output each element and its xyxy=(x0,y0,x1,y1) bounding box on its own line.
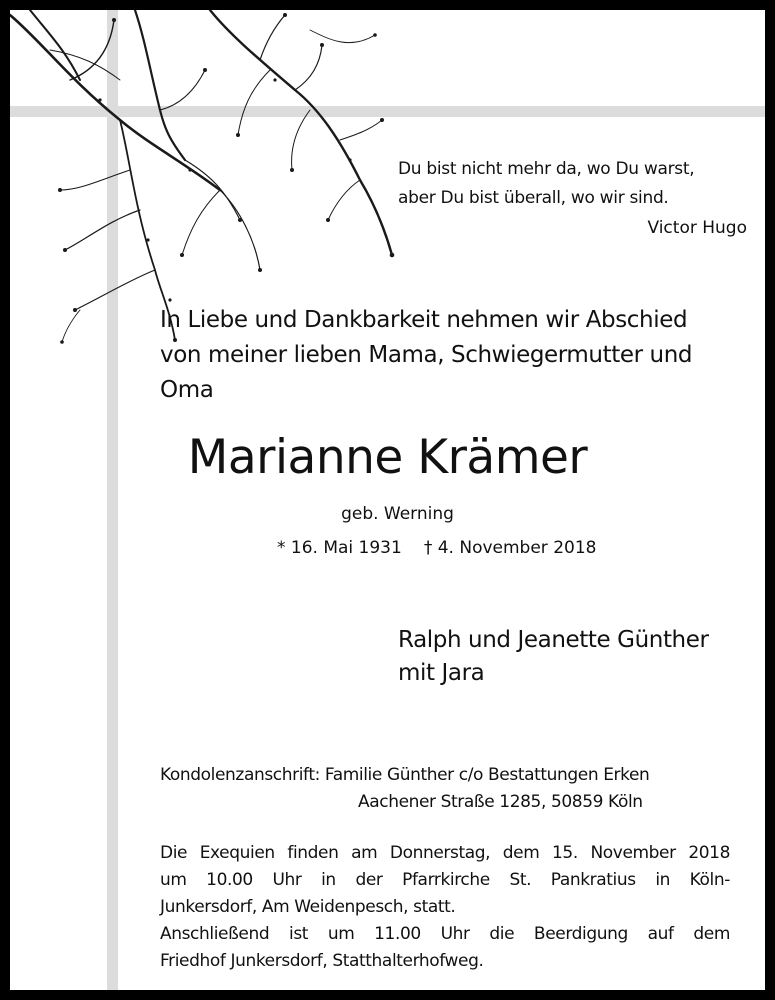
address-line: Aachener Straße 1285, 50859 Köln xyxy=(358,792,643,812)
family-line: mit Jara xyxy=(398,660,485,686)
service-line: Anschließend ist um 11.00 Uhr die Beerdigung auf dem xyxy=(160,924,730,944)
quote-line: Du bist nicht mehr da, wo Du warst, xyxy=(398,159,695,179)
quote-author: Victor Hugo xyxy=(647,218,747,238)
farewell-intro xyxy=(160,303,692,408)
service-line: Die Exequien finden am Donnerstag, dem 15. November 2018 xyxy=(160,843,730,863)
death-date: † 4. November 2018 xyxy=(423,538,597,558)
service-line: Friedhof Junkersdorf, Statthalterhofweg. xyxy=(160,951,484,971)
family-line: Ralph und Jeanette Günther xyxy=(398,627,709,653)
maiden-name: geb. Werning xyxy=(341,504,454,524)
intro-line: Oma xyxy=(160,377,214,403)
intro-line: In Liebe und Dankbarkeit nehmen wir Abschied xyxy=(160,307,688,333)
bereaved-family xyxy=(398,624,709,690)
quote-line: aber Du bist überall, wo wir sind. xyxy=(398,188,669,208)
quote xyxy=(398,155,694,213)
intro-line: von meiner lieben Mama, Schwiegermutter und xyxy=(160,342,693,368)
address-line: Kondolenzanschrift: Familie Günther c/o Bestattungen Erken xyxy=(160,765,650,785)
life-dates xyxy=(277,538,596,558)
birth-date: * 16. Mai 1931 xyxy=(277,538,402,558)
deceased-name: Marianne Krämer xyxy=(187,430,588,485)
service-line: um 10.00 Uhr in der Pfarrkirche St. Pankratius in Köln- xyxy=(160,870,730,890)
service-line: Junkersdorf, Am Weidenpesch, statt. xyxy=(160,897,456,917)
service-details xyxy=(160,840,730,975)
tree-branches-illustration xyxy=(10,10,410,350)
condolence-address xyxy=(160,762,649,816)
